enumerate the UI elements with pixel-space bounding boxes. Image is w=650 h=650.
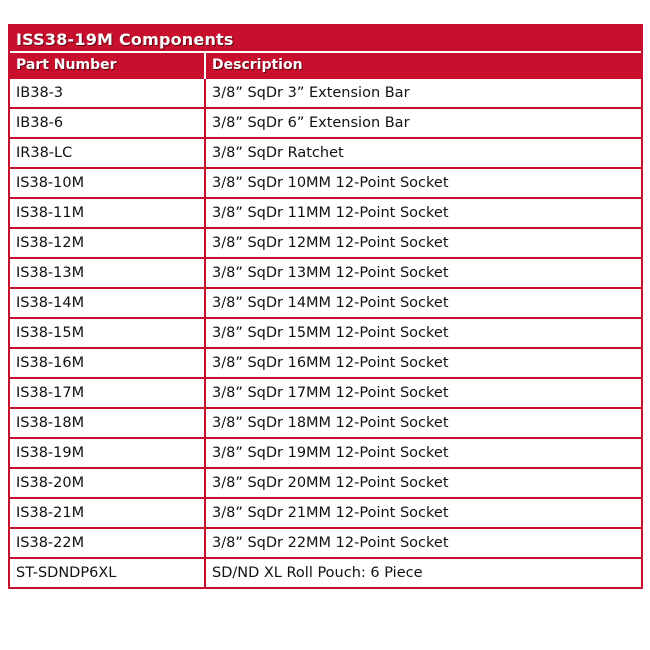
table-row xyxy=(10,258,641,288)
part-number-cell: IS38-22M xyxy=(10,528,205,558)
part-number-cell: IS38-10M xyxy=(10,168,205,198)
table-row xyxy=(10,528,641,558)
description-cell: 3/8” SqDr 13MM 12-Point Socket xyxy=(205,258,641,288)
part-number-cell: IS38-20M xyxy=(10,468,205,498)
description-cell: 3/8” SqDr 17MM 12-Point Socket xyxy=(205,378,641,408)
table-row xyxy=(10,498,641,528)
description-cell: 3/8” SqDr 6” Extension Bar xyxy=(205,108,641,138)
part-number-cell: IS38-15M xyxy=(10,318,205,348)
description-cell: SD/ND XL Roll Pouch: 6 Piece xyxy=(205,558,641,587)
table-title: ISS38-19M Components xyxy=(10,26,641,53)
table-row xyxy=(10,108,641,138)
column-header-part-number: Part Number xyxy=(10,53,205,78)
table-row xyxy=(10,558,641,587)
description-cell: 3/8” SqDr 3” Extension Bar xyxy=(205,78,641,108)
description-cell: 3/8” SqDr 16MM 12-Point Socket xyxy=(205,348,641,378)
part-number-cell: IS38-12M xyxy=(10,228,205,258)
table-row xyxy=(10,288,641,318)
part-number-cell: IS38-17M xyxy=(10,378,205,408)
part-number-cell: IB38-6 xyxy=(10,108,205,138)
components-grid xyxy=(10,53,641,587)
table-row xyxy=(10,468,641,498)
part-number-cell: IS38-19M xyxy=(10,438,205,468)
table-row xyxy=(10,138,641,168)
part-number-cell: IB38-3 xyxy=(10,78,205,108)
part-number-cell: IS38-18M xyxy=(10,408,205,438)
table-row xyxy=(10,228,641,258)
description-cell: 3/8” SqDr 20MM 12-Point Socket xyxy=(205,468,641,498)
description-cell: 3/8” SqDr 11MM 12-Point Socket xyxy=(205,198,641,228)
table-row xyxy=(10,168,641,198)
table-row xyxy=(10,438,641,468)
table-row xyxy=(10,198,641,228)
description-cell: 3/8” SqDr 22MM 12-Point Socket xyxy=(205,528,641,558)
components-table xyxy=(8,24,643,589)
table-row xyxy=(10,318,641,348)
column-header-description: Description xyxy=(205,53,641,78)
description-cell: 3/8” SqDr Ratchet xyxy=(205,138,641,168)
description-cell: 3/8” SqDr 21MM 12-Point Socket xyxy=(205,498,641,528)
description-cell: 3/8” SqDr 12MM 12-Point Socket xyxy=(205,228,641,258)
part-number-cell: IS38-11M xyxy=(10,198,205,228)
description-cell: 3/8” SqDr 19MM 12-Point Socket xyxy=(205,438,641,468)
table-body xyxy=(10,78,641,587)
part-number-cell: IR38-LC xyxy=(10,138,205,168)
description-cell: 3/8” SqDr 10MM 12-Point Socket xyxy=(205,168,641,198)
description-cell: 3/8” SqDr 18MM 12-Point Socket xyxy=(205,408,641,438)
description-cell: 3/8” SqDr 14MM 12-Point Socket xyxy=(205,288,641,318)
table-row xyxy=(10,378,641,408)
part-number-cell: ST-SDNDP6XL xyxy=(10,558,205,587)
table-row xyxy=(10,408,641,438)
description-cell: 3/8” SqDr 15MM 12-Point Socket xyxy=(205,318,641,348)
part-number-cell: IS38-14M xyxy=(10,288,205,318)
part-number-cell: IS38-13M xyxy=(10,258,205,288)
table-row xyxy=(10,348,641,378)
header-row xyxy=(10,53,641,78)
part-number-cell: IS38-16M xyxy=(10,348,205,378)
table-row xyxy=(10,78,641,108)
part-number-cell: IS38-21M xyxy=(10,498,205,528)
